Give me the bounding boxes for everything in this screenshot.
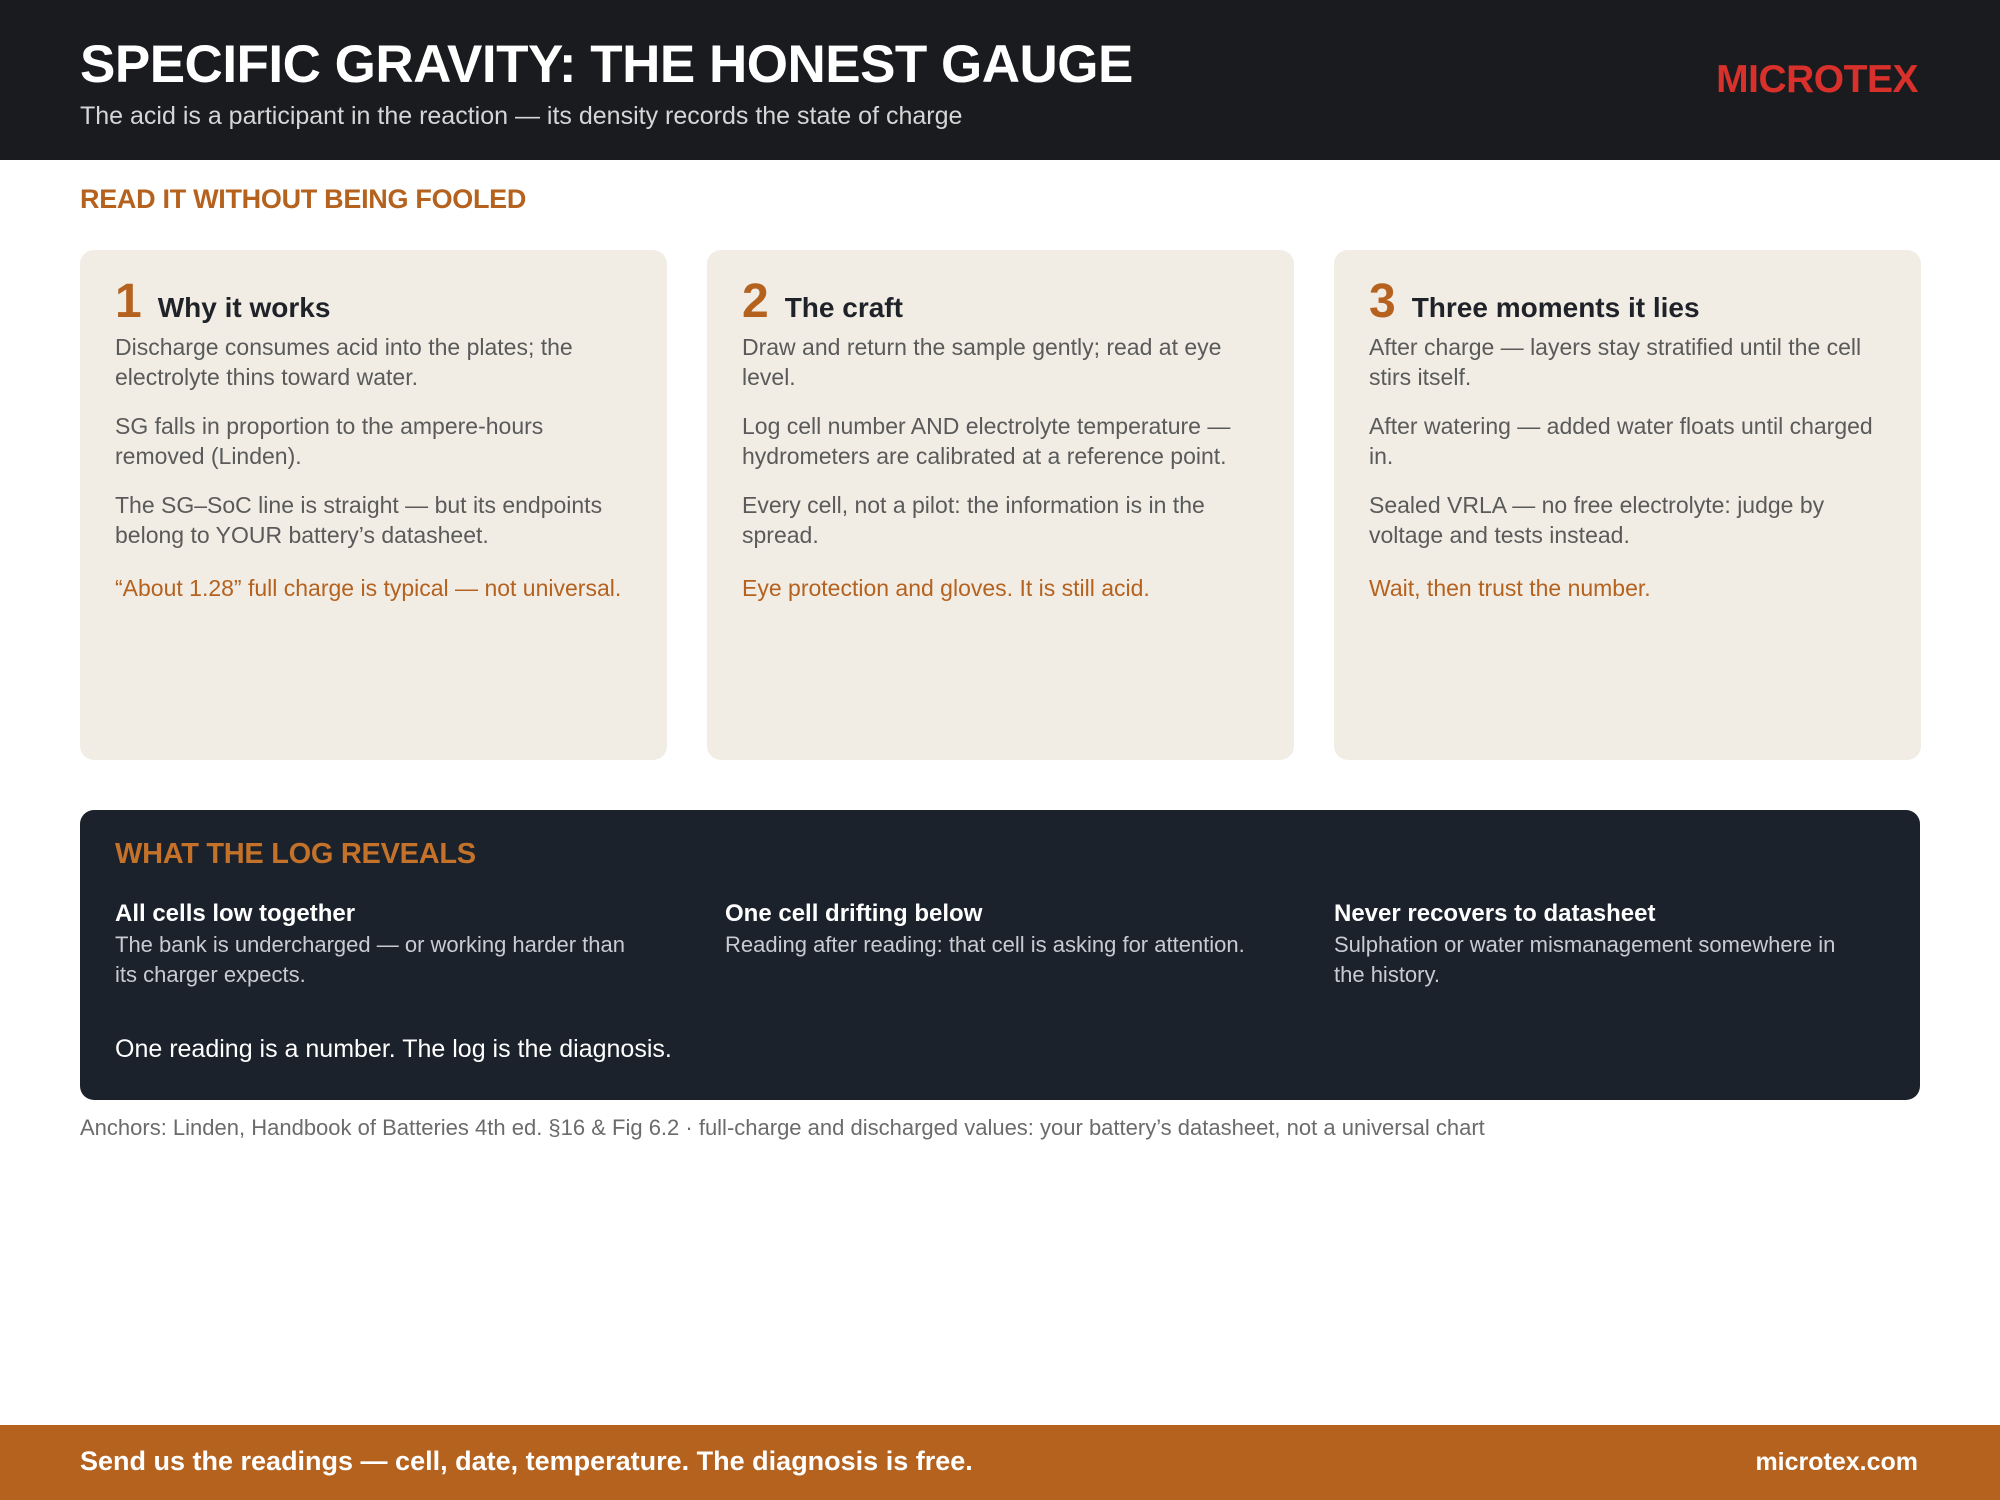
card-paragraph: Sealed VRLA — no free electrolyte: judge by voltage and tests instead. [1369, 492, 1825, 548]
card-number: 3 [1369, 275, 1396, 328]
page-subtitle: The acid is a participant in the reaction — its density records the state of charge [80, 102, 963, 130]
card-title: Three moments it lies [1411, 292, 1700, 323]
log-column-text: Reading after reading: that cell is asking for attention. [725, 932, 1245, 957]
card-paragraph: After watering — added water floats until charged in. [1369, 413, 1873, 469]
log-reveals-panel [80, 810, 1920, 1100]
card-paragraph: Draw and return the sample gently; read at eye level. [742, 334, 1222, 390]
card-the-craft [707, 250, 1294, 760]
log-column [115, 898, 635, 990]
log-column [725, 898, 1245, 960]
log-column-heading: One cell drifting below [725, 900, 983, 927]
footer-banner [0, 1425, 2000, 1500]
card-paragraph: Discharge consumes acid into the plates; the electrolyte thins toward water. [115, 334, 573, 390]
card-paragraph: After charge — layers stay stratified until the cell stirs itself. [1369, 334, 1862, 390]
card-paragraph: Every cell, not a pilot: the information is in the spread. [742, 492, 1205, 548]
page-title: SPECIFIC GRAVITY: THE HONEST GAUGE [80, 35, 1133, 94]
section-title: READ IT WITHOUT BEING FOOLED [80, 184, 527, 214]
card-number: 2 [742, 275, 769, 328]
card-title: Why it works [157, 292, 331, 323]
card-note: Wait, then trust the number. [1369, 575, 1651, 601]
footer-call-to-action: Send us the readings — cell, date, temperature. The diagnosis is free. [80, 1446, 973, 1476]
log-column-text: Sulphation or water mismanagement somewhere in the history. [1334, 932, 1836, 987]
log-column-heading: All cells low together [115, 900, 356, 927]
card-number: 1 [115, 275, 142, 328]
card-paragraph: The SG–SoC line is straight — but its endpoints belong to YOUR battery’s datasheet. [115, 492, 603, 548]
card-why-it-works [80, 250, 667, 760]
brand-logo: MICROTEX [1716, 58, 1918, 101]
card-paragraph: SG falls in proportion to the ampere-hours removed (Linden). [115, 413, 544, 469]
card-note: Eye protection and gloves. It is still acid. [742, 575, 1150, 601]
card-note: “About 1.28” full charge is typical — not universal. [115, 575, 622, 601]
card-three-moments [1334, 250, 1921, 760]
header-banner [0, 0, 2000, 160]
footer-website-link[interactable]: microtex.com [1755, 1448, 1918, 1476]
log-closing-line: One reading is a number. The log is the diagnosis. [115, 1035, 672, 1063]
log-column-text: The bank is undercharged — or working harder than its charger expects. [115, 932, 625, 987]
anchors-footnote: Anchors: Linden, Handbook of Batteries 4th ed. §16 & Fig 6.2 · full-charge and discharged values: your battery’s datasheet, not a universal chart [80, 1115, 1485, 1140]
log-panel-title: WHAT THE LOG REVEALS [115, 838, 476, 870]
log-column [1334, 898, 1854, 990]
card-title: The craft [784, 292, 903, 323]
log-column-heading: Never recovers to datasheet [1334, 900, 1656, 927]
card-paragraph: Log cell number AND electrolyte temperature — hydrometers are calibrated at a reference point. [742, 413, 1231, 469]
tips-cards [80, 250, 1920, 760]
